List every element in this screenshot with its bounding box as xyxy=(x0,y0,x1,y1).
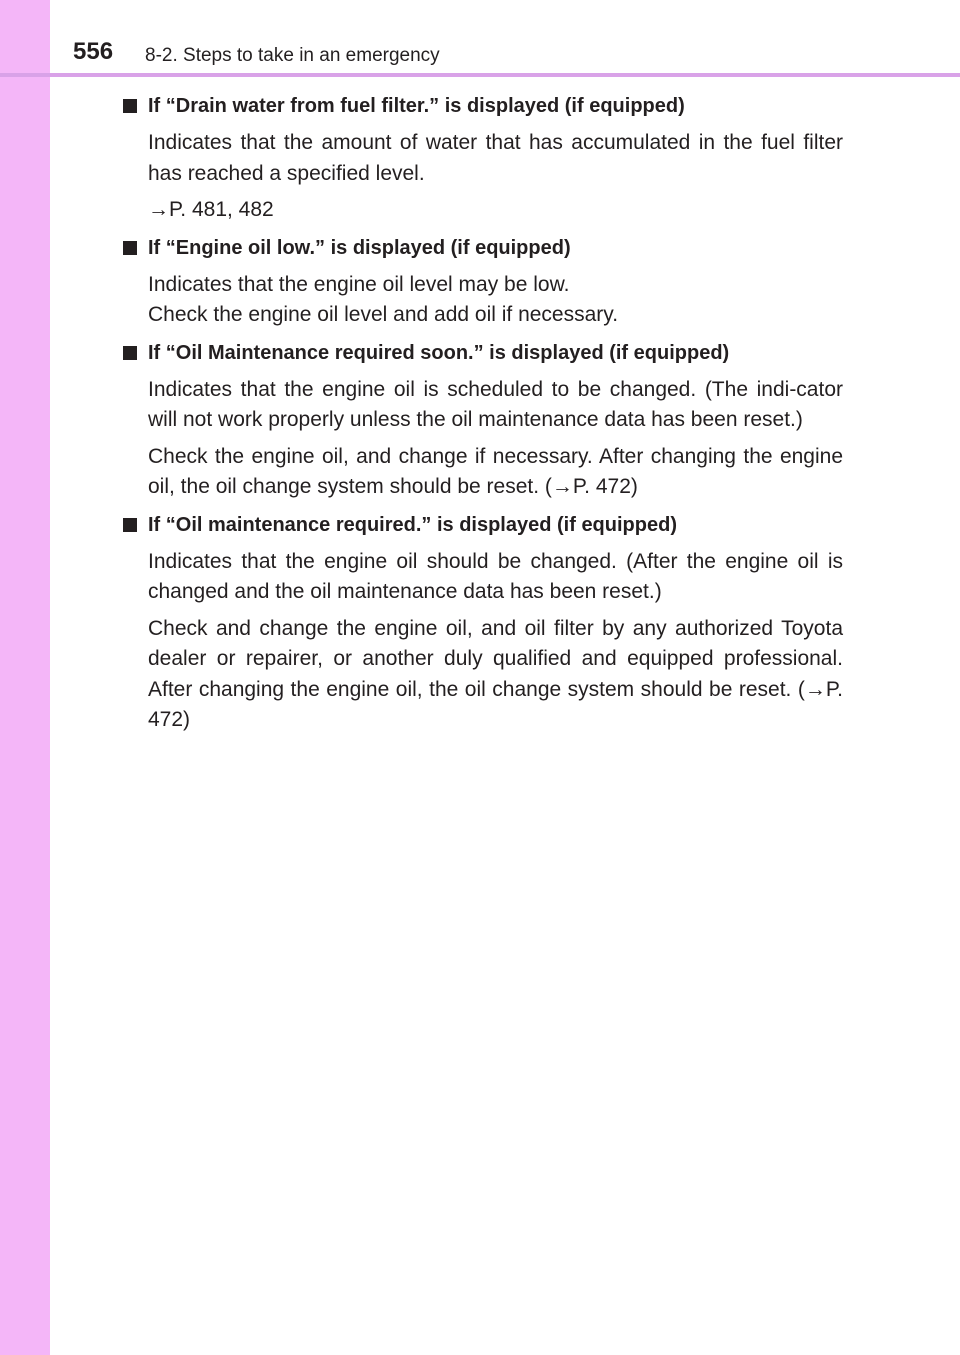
square-bullet-icon xyxy=(123,241,137,255)
section-heading-text: If “Drain water from fuel filter.” is displayed (if equipped) xyxy=(148,95,685,117)
section-heading xyxy=(123,339,843,367)
page-content xyxy=(123,92,843,744)
paragraph: Check the engine oil level and add oil if necessary. xyxy=(148,303,619,326)
square-bullet-icon xyxy=(123,518,137,532)
page-number: 556 xyxy=(73,38,114,65)
section-engine-oil-low xyxy=(123,234,843,331)
page-reference: →P. 481, 482 xyxy=(148,198,274,221)
section-heading-text: If “Oil maintenance required.” is displayed (if equipped) xyxy=(148,513,677,536)
square-bullet-icon xyxy=(123,346,137,360)
header-rule xyxy=(0,73,960,77)
paragraph: Indicates that the amount of water that has accumulated in the fuel filter has reached a specified level. xyxy=(148,131,843,185)
square-bullet-icon xyxy=(123,99,137,113)
section-oil-maintenance-required xyxy=(123,511,843,736)
section-heading xyxy=(123,511,843,539)
paragraph: Check the engine oil, and change if necessary. After changing the engine oil, the oil change system should be reset. (→P. 472) xyxy=(148,444,843,498)
paragraph: Indicates that the engine oil should be changed. (After the engine oil is changed and the oil maintenance data has been reset.) xyxy=(148,549,843,603)
section-heading xyxy=(123,234,843,262)
section-drain-water xyxy=(123,92,843,226)
section-heading xyxy=(123,92,843,120)
section-oil-maintenance-soon xyxy=(123,339,843,503)
section-title: 8-2. Steps to take in an emergency xyxy=(145,45,440,66)
paragraph: Indicates that the engine oil level may be low. xyxy=(148,272,570,296)
section-heading-text: If “Oil Maintenance required soon.” is displayed (if equipped) xyxy=(148,341,730,364)
paragraph: Check and change the engine oil, and oil filter by any authorized Toyota dealer or repairer, or another duly qualified and equipped professional. After changing the engine oil, the oil change system should be reset. (→P. 472) xyxy=(148,616,843,731)
paragraph: Indicates that the engine oil is scheduled to be changed. (The indi-cator will not work properly unless the oil maintenance data has been reset.) xyxy=(148,377,843,431)
section-heading-text: If “Engine oil low.” is displayed (if equipped) xyxy=(148,236,571,259)
side-color-band xyxy=(0,0,50,1355)
